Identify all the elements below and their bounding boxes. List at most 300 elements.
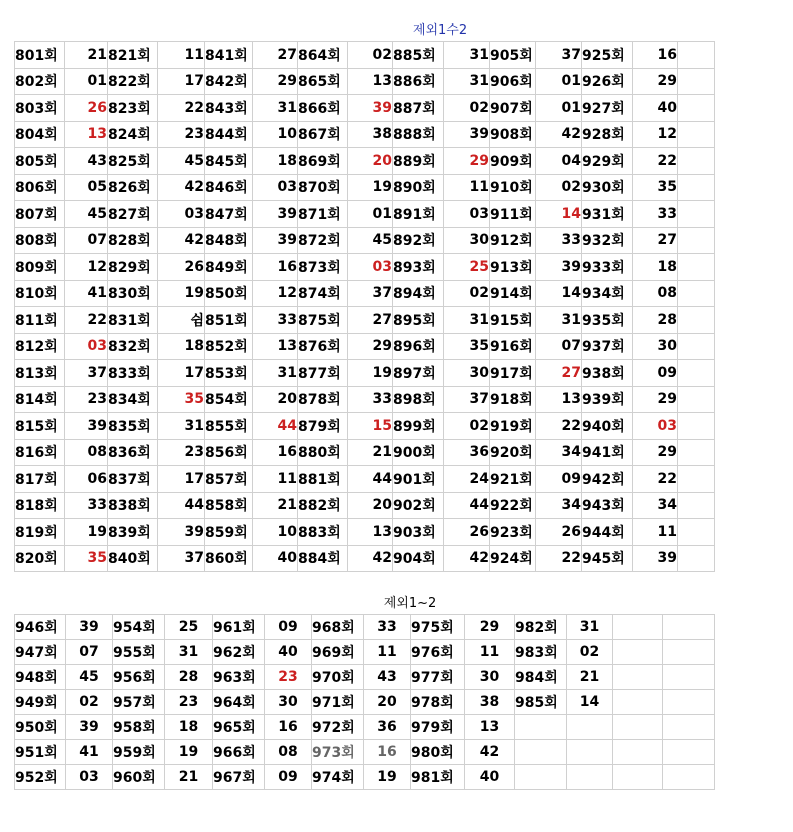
excluded-number-cell: 16 <box>364 740 411 765</box>
excluded-number-cell: 22 <box>158 95 205 122</box>
draw-number-cell: 803회 <box>15 95 65 122</box>
excluded-number-cell: 02 <box>536 174 582 201</box>
excluded-number-cell: 40 <box>465 765 515 790</box>
draw-number-cell: 810회 <box>15 280 65 307</box>
empty-cell <box>663 640 715 665</box>
draw-number-cell: 828회 <box>108 227 158 254</box>
empty-cell <box>678 413 715 440</box>
excluded-number-cell: 29 <box>633 386 678 413</box>
excluded-number-cell: 쉼 <box>158 307 205 334</box>
draw-number-cell <box>515 740 567 765</box>
excluded-number-cell: 29 <box>633 439 678 466</box>
draw-number-cell: 975회 <box>411 615 465 640</box>
excluded-number-cell: 35 <box>158 386 205 413</box>
draw-number-cell: 833회 <box>108 360 158 387</box>
table-row <box>15 466 715 493</box>
excluded-number-cell: 33 <box>364 615 411 640</box>
excluded-number-cell: 27 <box>348 307 393 334</box>
draw-number-cell: 973회 <box>312 740 364 765</box>
excluded-number-cell: 31 <box>444 42 490 69</box>
draw-number-cell: 909회 <box>490 148 536 175</box>
excluded-number-cell: 13 <box>465 715 515 740</box>
excluded-number-cell: 23 <box>165 690 213 715</box>
draw-number-cell: 908회 <box>490 121 536 148</box>
excluded-number-cell: 30 <box>465 665 515 690</box>
draw-number-cell: 915회 <box>490 307 536 334</box>
draw-number-cell: 880회 <box>298 439 348 466</box>
draw-number-cell: 874회 <box>298 280 348 307</box>
draw-number-cell: 839회 <box>108 519 158 546</box>
draw-number-cell: 984회 <box>515 665 567 690</box>
draw-number-cell: 853회 <box>205 360 253 387</box>
draw-number-cell: 811회 <box>15 307 65 334</box>
draw-number-cell: 887회 <box>393 95 444 122</box>
draw-number-cell: 919회 <box>490 413 536 440</box>
draw-number-cell: 877회 <box>298 360 348 387</box>
excluded-number-cell: 11 <box>444 174 490 201</box>
excluded-number-cell: 18 <box>253 148 298 175</box>
excluded-number-cell: 12 <box>253 280 298 307</box>
excluded-number-cell: 40 <box>265 640 312 665</box>
draw-number-cell: 972회 <box>312 715 364 740</box>
draw-number-cell: 876회 <box>298 333 348 360</box>
draw-number-cell: 963회 <box>213 665 265 690</box>
excluded-number-cell: 19 <box>364 765 411 790</box>
draw-number-cell: 966회 <box>213 740 265 765</box>
excluded-number-cell: 37 <box>444 386 490 413</box>
draw-number-cell: 832회 <box>108 333 158 360</box>
excluded-number-cell: 13 <box>65 121 108 148</box>
excluded-number-cell: 01 <box>65 68 108 95</box>
excluded-number-cell: 37 <box>536 42 582 69</box>
table-row <box>15 174 715 201</box>
table-row <box>15 765 715 790</box>
draw-number-cell: 812회 <box>15 333 65 360</box>
draw-number-cell: 937회 <box>582 333 633 360</box>
excluded-number-cell: 04 <box>536 148 582 175</box>
draw-number-cell: 905회 <box>490 42 536 69</box>
draw-number-cell: 891회 <box>393 201 444 228</box>
draw-number-cell: 885회 <box>393 42 444 69</box>
excluded-number-cell: 22 <box>536 413 582 440</box>
draw-number-cell: 813회 <box>15 360 65 387</box>
excluded-number-cell: 27 <box>633 227 678 254</box>
draw-number-cell: 870회 <box>298 174 348 201</box>
excluded-number-cell: 01 <box>536 68 582 95</box>
excluded-number-cell: 39 <box>253 201 298 228</box>
draw-number-cell: 864회 <box>298 42 348 69</box>
table-row <box>15 280 715 307</box>
draw-number-cell: 829회 <box>108 254 158 281</box>
draw-number-cell: 859회 <box>205 519 253 546</box>
draw-number-cell: 970회 <box>312 665 364 690</box>
draw-number-cell: 854회 <box>205 386 253 413</box>
draw-number-cell: 805회 <box>15 148 65 175</box>
excluded-number-cell: 44 <box>158 492 205 519</box>
excluded-number-cell: 03 <box>65 333 108 360</box>
draw-number-cell: 821회 <box>108 42 158 69</box>
draw-number-cell: 898회 <box>393 386 444 413</box>
excluded-number-cell: 15 <box>348 413 393 440</box>
draw-number-cell: 902회 <box>393 492 444 519</box>
excluded-number-cell: 41 <box>66 740 113 765</box>
draw-number-cell: 913회 <box>490 254 536 281</box>
table-row <box>15 386 715 413</box>
draw-number-cell: 960회 <box>113 765 165 790</box>
excluded-number-cell: 27 <box>536 360 582 387</box>
excluded-number-cell: 42 <box>158 174 205 201</box>
draw-number-cell: 928회 <box>582 121 633 148</box>
empty-cell <box>678 201 715 228</box>
draw-number-cell: 892회 <box>393 227 444 254</box>
excluded-number-cell: 11 <box>158 42 205 69</box>
excluded-number-cell: 42 <box>158 227 205 254</box>
excluded-number-cell: 31 <box>567 615 613 640</box>
excluded-number-cell: 11 <box>364 640 411 665</box>
empty-cell <box>613 715 663 740</box>
draw-number-cell: 952회 <box>15 765 66 790</box>
table-row <box>15 121 715 148</box>
empty-cell <box>663 740 715 765</box>
table-row <box>15 201 715 228</box>
table-row <box>15 615 715 640</box>
empty-cell <box>613 690 663 715</box>
empty-cell <box>678 227 715 254</box>
excluded-number-cell: 19 <box>165 740 213 765</box>
excluded-number-cell: 27 <box>253 42 298 69</box>
excluded-number-cell: 42 <box>348 545 393 572</box>
excluded-number-cell: 26 <box>65 95 108 122</box>
empty-cell <box>678 519 715 546</box>
excluded-number-cell: 42 <box>444 545 490 572</box>
excluded-number-cell: 23 <box>158 121 205 148</box>
excluded-number-cell: 33 <box>536 227 582 254</box>
draw-number-cell: 845회 <box>205 148 253 175</box>
draw-number-cell: 967회 <box>213 765 265 790</box>
draw-number-cell: 959회 <box>113 740 165 765</box>
draw-number-cell: 879회 <box>298 413 348 440</box>
empty-cell <box>678 174 715 201</box>
excluded-number-cell: 33 <box>633 201 678 228</box>
table-row <box>15 492 715 519</box>
excluded-number-cell: 19 <box>158 280 205 307</box>
excluded-number-cell: 19 <box>65 519 108 546</box>
draw-number-cell: 949회 <box>15 690 66 715</box>
excluded-number-cell: 30 <box>444 227 490 254</box>
excluded-number-cell: 39 <box>444 121 490 148</box>
draw-number-cell: 881회 <box>298 466 348 493</box>
excluded-number-cell: 22 <box>633 148 678 175</box>
excluded-number-cell: 03 <box>348 254 393 281</box>
draw-number-cell: 950회 <box>15 715 66 740</box>
empty-cell <box>613 665 663 690</box>
excluded-number-cell: 31 <box>444 68 490 95</box>
draw-number-cell: 983회 <box>515 640 567 665</box>
table-row <box>15 307 715 334</box>
draw-number-cell: 930회 <box>582 174 633 201</box>
excluded-number-cell: 29 <box>348 333 393 360</box>
draw-number-cell: 974회 <box>312 765 364 790</box>
excluded-number-cell <box>567 715 613 740</box>
draw-number-cell: 827회 <box>108 201 158 228</box>
draw-number-cell: 965회 <box>213 715 265 740</box>
excluded-number-cell: 41 <box>65 280 108 307</box>
draw-number-cell: 917회 <box>490 360 536 387</box>
draw-number-cell: 912회 <box>490 227 536 254</box>
draw-number-cell: 904회 <box>393 545 444 572</box>
empty-cell <box>678 386 715 413</box>
draw-number-cell: 824회 <box>108 121 158 148</box>
table2-title: 제외1~2 <box>383 596 437 611</box>
empty-cell <box>678 492 715 519</box>
table-row <box>15 519 715 546</box>
excluded-number-cell: 02 <box>567 640 613 665</box>
draw-number-cell: 964회 <box>213 690 265 715</box>
table1-title: 제외1수2 <box>412 23 468 38</box>
excluded-number-cell: 21 <box>567 665 613 690</box>
excluded-number-cell: 26 <box>158 254 205 281</box>
excluded-number-cell: 19 <box>348 360 393 387</box>
draw-number-cell: 884회 <box>298 545 348 572</box>
draw-number-cell: 921회 <box>490 466 536 493</box>
empty-cell <box>678 42 715 69</box>
draw-number-cell: 894회 <box>393 280 444 307</box>
draw-number-cell: 927회 <box>582 95 633 122</box>
empty-cell <box>678 333 715 360</box>
excluded-number-cell: 23 <box>158 439 205 466</box>
draw-number-cell: 822회 <box>108 68 158 95</box>
excluded-number-cell: 39 <box>348 95 393 122</box>
draw-number-cell: 858회 <box>205 492 253 519</box>
excluded-number-cell: 09 <box>536 466 582 493</box>
empty-cell <box>678 360 715 387</box>
excluded-number-cell: 14 <box>567 690 613 715</box>
table-row <box>15 254 715 281</box>
draw-number-cell: 935회 <box>582 307 633 334</box>
excluded-number-cell: 29 <box>465 615 515 640</box>
empty-cell <box>678 307 715 334</box>
draw-number-cell: 971회 <box>312 690 364 715</box>
excluded-number-cell: 29 <box>444 148 490 175</box>
excluded-number-cell: 08 <box>265 740 312 765</box>
excluded-number-cell: 26 <box>444 519 490 546</box>
draw-number-cell: 982회 <box>515 615 567 640</box>
excluded-number-cell: 06 <box>65 466 108 493</box>
draw-number-cell: 836회 <box>108 439 158 466</box>
draw-number-cell: 815회 <box>15 413 65 440</box>
table-row <box>15 690 715 715</box>
draw-number-cell: 888회 <box>393 121 444 148</box>
excluded-number-cell: 30 <box>444 360 490 387</box>
draw-number-cell: 857회 <box>205 466 253 493</box>
excluded-number-cell: 18 <box>633 254 678 281</box>
excluded-number-cell: 31 <box>253 95 298 122</box>
draw-number-cell: 929회 <box>582 148 633 175</box>
draw-number-cell: 806회 <box>15 174 65 201</box>
draw-number-cell: 947회 <box>15 640 66 665</box>
draw-number-cell: 954회 <box>113 615 165 640</box>
excluded-number-cell: 20 <box>253 386 298 413</box>
empty-cell <box>678 95 715 122</box>
excluded-number-cell: 24 <box>444 466 490 493</box>
excluded-number-cell: 26 <box>536 519 582 546</box>
draw-number-cell: 907회 <box>490 95 536 122</box>
excluded-number-cell: 37 <box>158 545 205 572</box>
draw-number-cell: 956회 <box>113 665 165 690</box>
empty-cell <box>678 254 715 281</box>
draw-number-cell: 980회 <box>411 740 465 765</box>
draw-number-cell: 946회 <box>15 615 66 640</box>
excluded-number-cell: 21 <box>165 765 213 790</box>
draw-results-table-1 <box>14 41 715 572</box>
excluded-number-cell: 39 <box>633 545 678 572</box>
excluded-number-cell: 38 <box>348 121 393 148</box>
draw-number-cell: 925회 <box>582 42 633 69</box>
draw-number-cell: 977회 <box>411 665 465 690</box>
excluded-number-cell: 28 <box>633 307 678 334</box>
excluded-number-cell: 13 <box>253 333 298 360</box>
draw-number-cell: 978회 <box>411 690 465 715</box>
table-row <box>15 545 715 572</box>
draw-number-cell: 809회 <box>15 254 65 281</box>
excluded-number-cell: 34 <box>633 492 678 519</box>
excluded-number-cell: 45 <box>65 201 108 228</box>
draw-number-cell <box>515 765 567 790</box>
draw-number-cell: 837회 <box>108 466 158 493</box>
excluded-number-cell: 16 <box>633 42 678 69</box>
draw-number-cell: 819회 <box>15 519 65 546</box>
empty-cell <box>678 439 715 466</box>
excluded-number-cell: 35 <box>65 545 108 572</box>
draw-number-cell: 945회 <box>582 545 633 572</box>
table-row <box>15 439 715 466</box>
excluded-number-cell: 21 <box>65 42 108 69</box>
draw-number-cell: 897회 <box>393 360 444 387</box>
excluded-number-cell: 31 <box>158 413 205 440</box>
draw-number-cell: 817회 <box>15 466 65 493</box>
excluded-number-cell: 30 <box>265 690 312 715</box>
excluded-number-cell: 36 <box>364 715 411 740</box>
excluded-number-cell: 39 <box>158 519 205 546</box>
draw-number-cell: 979회 <box>411 715 465 740</box>
table-row <box>15 360 715 387</box>
draw-number-cell: 850회 <box>205 280 253 307</box>
draw-number-cell: 938회 <box>582 360 633 387</box>
excluded-number-cell: 29 <box>253 68 298 95</box>
excluded-number-cell: 33 <box>65 492 108 519</box>
draw-number-cell: 856회 <box>205 439 253 466</box>
table-row <box>15 95 715 122</box>
draw-number-cell: 976회 <box>411 640 465 665</box>
draw-number-cell: 875회 <box>298 307 348 334</box>
excluded-number-cell: 12 <box>633 121 678 148</box>
draw-number-cell: 910회 <box>490 174 536 201</box>
excluded-number-cell: 14 <box>536 201 582 228</box>
excluded-number-cell: 29 <box>633 68 678 95</box>
empty-cell <box>663 765 715 790</box>
table-row <box>15 148 715 175</box>
draw-number-cell: 901회 <box>393 466 444 493</box>
draw-number-cell: 807회 <box>15 201 65 228</box>
excluded-number-cell: 42 <box>465 740 515 765</box>
draw-number-cell: 893회 <box>393 254 444 281</box>
draw-number-cell: 869회 <box>298 148 348 175</box>
draw-number-cell: 981회 <box>411 765 465 790</box>
draw-number-cell: 951회 <box>15 740 66 765</box>
draw-number-cell: 940회 <box>582 413 633 440</box>
empty-cell <box>663 665 715 690</box>
excluded-number-cell: 36 <box>444 439 490 466</box>
draw-number-cell: 844회 <box>205 121 253 148</box>
draw-number-cell: 920회 <box>490 439 536 466</box>
excluded-number-cell: 09 <box>633 360 678 387</box>
table-row <box>15 640 715 665</box>
empty-cell <box>613 615 663 640</box>
table-row <box>15 665 715 690</box>
draw-number-cell: 923회 <box>490 519 536 546</box>
excluded-number-cell: 18 <box>158 333 205 360</box>
draw-number-cell: 948회 <box>15 665 66 690</box>
draw-number-cell: 872회 <box>298 227 348 254</box>
excluded-number-cell: 02 <box>444 413 490 440</box>
excluded-number-cell: 45 <box>158 148 205 175</box>
excluded-number-cell: 17 <box>158 68 205 95</box>
draw-number-cell: 943회 <box>582 492 633 519</box>
excluded-number-cell: 02 <box>444 95 490 122</box>
excluded-number-cell: 34 <box>536 439 582 466</box>
excluded-number-cell: 33 <box>348 386 393 413</box>
draw-number-cell: 911회 <box>490 201 536 228</box>
excluded-number-cell <box>567 765 613 790</box>
draw-number-cell: 830회 <box>108 280 158 307</box>
draw-number-cell: 931회 <box>582 201 633 228</box>
excluded-number-cell: 12 <box>65 254 108 281</box>
table-row <box>15 68 715 95</box>
empty-cell <box>613 640 663 665</box>
draw-number-cell: 802회 <box>15 68 65 95</box>
draw-number-cell: 895회 <box>393 307 444 334</box>
draw-number-cell: 900회 <box>393 439 444 466</box>
excluded-number-cell: 05 <box>65 174 108 201</box>
draw-number-cell: 896회 <box>393 333 444 360</box>
excluded-number-cell: 34 <box>536 492 582 519</box>
excluded-number-cell: 45 <box>348 227 393 254</box>
excluded-number-cell: 13 <box>348 519 393 546</box>
excluded-number-cell: 16 <box>253 254 298 281</box>
excluded-number-cell: 23 <box>265 665 312 690</box>
draw-number-cell: 804회 <box>15 121 65 148</box>
draw-number-cell: 826회 <box>108 174 158 201</box>
draw-number-cell: 962회 <box>213 640 265 665</box>
excluded-number-cell: 09 <box>265 615 312 640</box>
excluded-number-cell: 44 <box>348 466 393 493</box>
draw-number-cell: 886회 <box>393 68 444 95</box>
draw-number-cell: 914회 <box>490 280 536 307</box>
excluded-number-cell: 20 <box>364 690 411 715</box>
excluded-number-cell: 07 <box>536 333 582 360</box>
excluded-number-cell: 20 <box>348 148 393 175</box>
draw-number-cell: 855회 <box>205 413 253 440</box>
excluded-number-cell: 43 <box>65 148 108 175</box>
empty-cell <box>613 740 663 765</box>
draw-number-cell: 871회 <box>298 201 348 228</box>
draw-number-cell: 842회 <box>205 68 253 95</box>
excluded-number-cell: 16 <box>265 715 312 740</box>
excluded-number-cell: 02 <box>66 690 113 715</box>
excluded-number-cell: 03 <box>444 201 490 228</box>
draw-number-cell: 865회 <box>298 68 348 95</box>
excluded-number-cell: 13 <box>348 68 393 95</box>
